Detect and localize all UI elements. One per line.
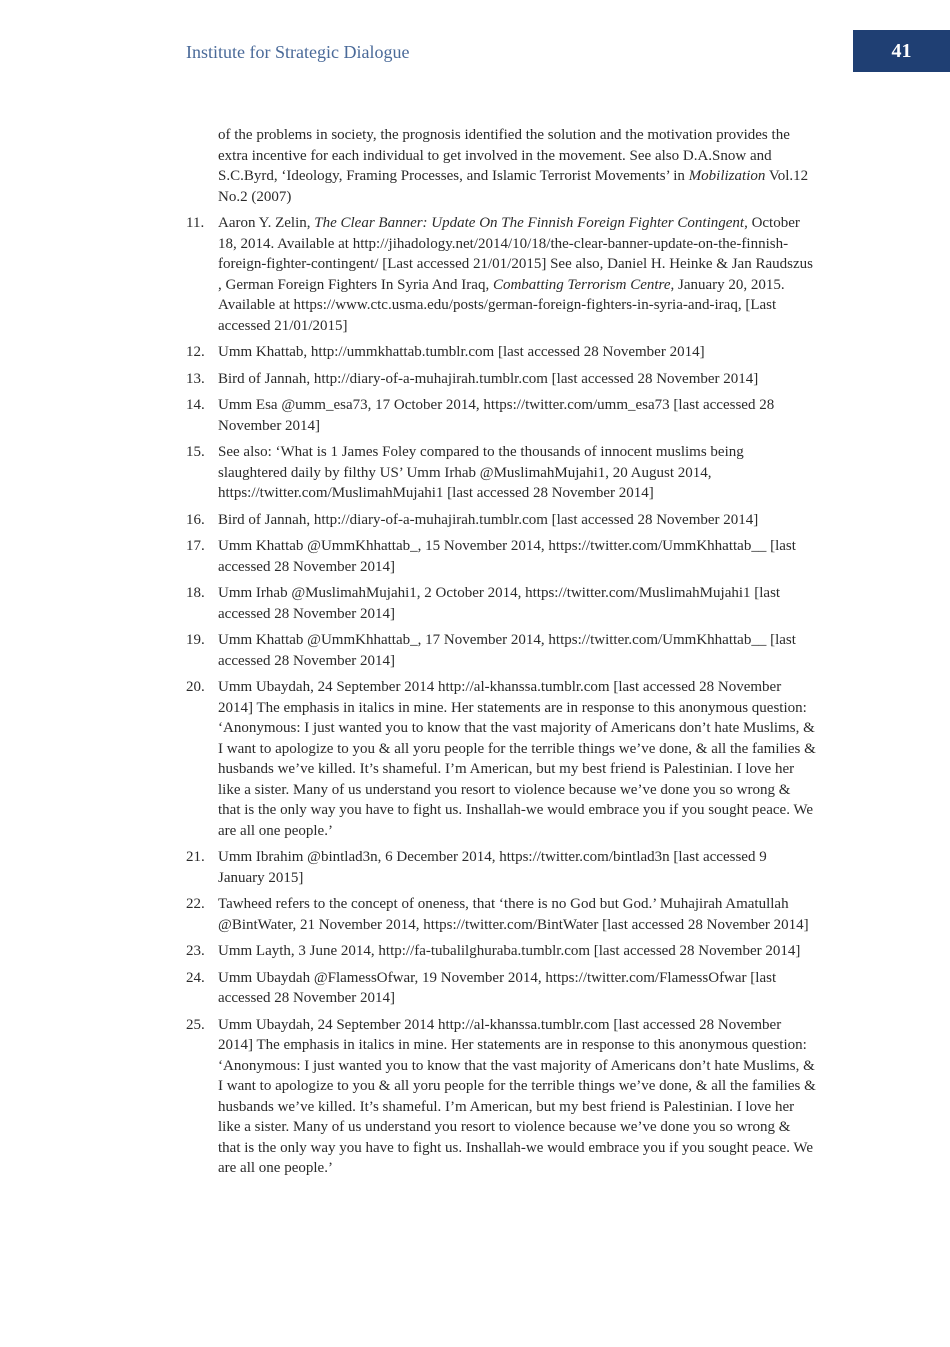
page-number: 41	[891, 39, 912, 62]
endnote-12	[186, 342, 816, 363]
endnote-text: Umm Irhab @MuslimahMujahi1, 2 October 2014, https://twitter.com/MuslimahMujahi1 [last accessed 28 November 2014]	[218, 585, 781, 622]
endnote-number: 25.	[186, 1016, 205, 1033]
endnote-text: Umm Ubaydah, 24 September 2014 http://al-khanssa.tumblr.com [last accessed 28 November 2014] The emphasis in italics in mine. Her statements are in response to this anonymous question: ‘Anonymous: I just wanted you to know that the vast majority of Americans don’t hate Muslims, & I want to apologize to you & all yoru people for the terrible things we’ve done, & all the families & husbands we’ve killed. It’s shameful. I’m American, but my best friend is Palestinian. I love her like a sister. Many of us understand you resort to violence because we’ve done you so wrong & that is the only way you have to fight us. Inshallah-we would embrace you if you sought peace. We are all one people.’	[218, 679, 816, 839]
endnote-text: Umm Khattab @UmmKhhattab_, 15 November 2014, https://twitter.com/UmmKhhattab__ [last accessed 28 November 2014]	[218, 538, 796, 575]
endnote-18	[186, 583, 816, 624]
continuation-text-2: Vol.12 No.2 (2007)	[218, 168, 809, 205]
endnote-number: 23.	[186, 943, 205, 959]
endnote-text: Umm Ubaydah, 24 September 2014 http://al-khanssa.tumblr.com [last accessed 28 November 2014] The emphasis in italics in mine. Her statements are in response to this anonymous question: ‘Anonymous: I just wanted you to know that the vast majority of Americans don’t hate Muslims, & I want to apologize to you & all yoru people for the terrible things we’ve done, & all the families & husbands we’ve killed. It’s shameful. I’m American, but my best friend is Palestinian. I love her like a sister. Many of us understand you resort to violence because we’ve done you so wrong & that is the only way you have to fight us. Inshallah-we would embrace you if you sought peace. We are all one people.’	[218, 1016, 816, 1176]
endnote-16	[186, 510, 816, 531]
endnote-number: 15.	[186, 444, 205, 460]
header-title: Institute for Strategic Dialogue	[186, 42, 410, 62]
endnote-20	[186, 677, 816, 841]
endnote-number: 12.	[186, 344, 205, 360]
endnote-24	[186, 968, 816, 1009]
endnote-text: Umm Layth, 3 June 2014, http://fa-tubalilghuraba.tumblr.com [last accessed 28 November 2014]	[218, 943, 801, 959]
endnote-continuation	[186, 125, 816, 207]
page-number-badge	[853, 30, 950, 72]
endnote-11-part-3: , January 20, 2015. Available at https://www.ctc.usma.edu/posts/german-foreign-fighters-in-syria-and-iraq, [Last accessed 21/01/2015]	[218, 276, 785, 334]
endnote-text: See also: ‘What is 1 James Foley compared to the thousands of innocent muslims being slaughtered daily by filthy US’ Umm Irhab @MuslimahMujahi1, 20 August 2014, https://twitter.com/MuslimahMujahi1 [last accessed 28 November 2014]	[218, 444, 744, 501]
endnote-11-part-1: Aaron Y. Zelin,	[218, 215, 315, 231]
endnote-text	[218, 213, 816, 336]
endnote-17	[186, 536, 816, 577]
endnote-text: Umm Ubaydah @FlamessOfwar, 19 November 2014, https://twitter.com/FlamessOfwar [last accessed 28 November 2014]	[218, 969, 777, 1006]
endnote-number: 24.	[186, 969, 205, 986]
endnote-text: Umm Ibrahim @bintlad3n, 6 December 2014, https://twitter.com/bintlad3n [last accessed 9 January 2015]	[218, 849, 767, 886]
endnote-number: 19.	[186, 632, 205, 648]
endnote-11-italic-1: The Clear Banner: Update On The Finnish Foreign Fighter Contingent	[314, 215, 745, 231]
endnote-25	[186, 1015, 816, 1179]
endnote-15	[186, 442, 816, 504]
endnote-13	[186, 369, 816, 390]
endnote-11	[186, 213, 816, 336]
endnote-number: 16.	[186, 511, 205, 528]
endnote-22	[186, 894, 816, 935]
endnote-text: Bird of Jannah, http://diary-of-a-muhajirah.tumblr.com [last accessed 28 November 2014]	[218, 370, 759, 387]
endnote-number: 18.	[186, 585, 205, 601]
endnote-number: 21.	[186, 849, 205, 865]
endnote-23	[186, 941, 816, 962]
endnote-text: Umm Khattab @UmmKhhattab_, 17 November 2014, https://twitter.com/UmmKhhattab__ [last accessed 28 November 2014]	[218, 632, 796, 669]
endnote-text: Bird of Jannah, http://diary-of-a-muhajirah.tumblr.com [last accessed 28 November 2014]	[218, 511, 759, 528]
endnote-19	[186, 630, 816, 671]
endnote-11-part-2: , October 18, 2014. Available at http://jihadology.net/2014/10/18/the-clear-banner-update-on-the-finnish-foreign-fighter-contingent/ [Last accessed 21/01/2015] See also, Daniel H. Heinke & Jan Raudszus , German Foreign Fighters In Syria And Iraq,	[218, 215, 813, 293]
endnote-number: 22.	[186, 896, 205, 912]
endnotes-list	[186, 125, 816, 1185]
endnote-11-italic-2: Combatting Terrorism Centre	[492, 276, 671, 293]
endnote-21	[186, 847, 816, 888]
continuation-text-1: of the problems in society, the prognosis identified the solution and the motivation provides the extra incentive for each individual to get involved in the movement. See also D.A.Snow and S.C.Byrd, ‘Ideology, Framing Processes, and Islamic Terrorist Movements’ in	[218, 127, 790, 184]
endnote-text: Umm Khattab, http://ummkhattab.tumblr.com [last accessed 28 November 2014]	[218, 344, 705, 360]
endnote-number: 14.	[186, 397, 205, 413]
endnote-number: 20.	[186, 679, 205, 695]
endnote-14	[186, 395, 816, 436]
endnote-number: 11.	[186, 215, 205, 231]
endnote-number: 17.	[186, 538, 205, 554]
endnote-text: Umm Esa @umm_esa73, 17 October 2014, https://twitter.com/umm_esa73 [last accessed 28 November 2014]	[218, 397, 775, 434]
endnote-text: Tawheed refers to the concept of oneness, that ‘there is no God but God.’ Muhajirah Amatullah @BintWater, 21 November 2014, https://twitter.com/BintWater [last accessed 28 November 2014]	[218, 896, 809, 933]
continuation-italic: Mobilization	[688, 168, 766, 184]
endnote-number: 13.	[186, 370, 205, 387]
